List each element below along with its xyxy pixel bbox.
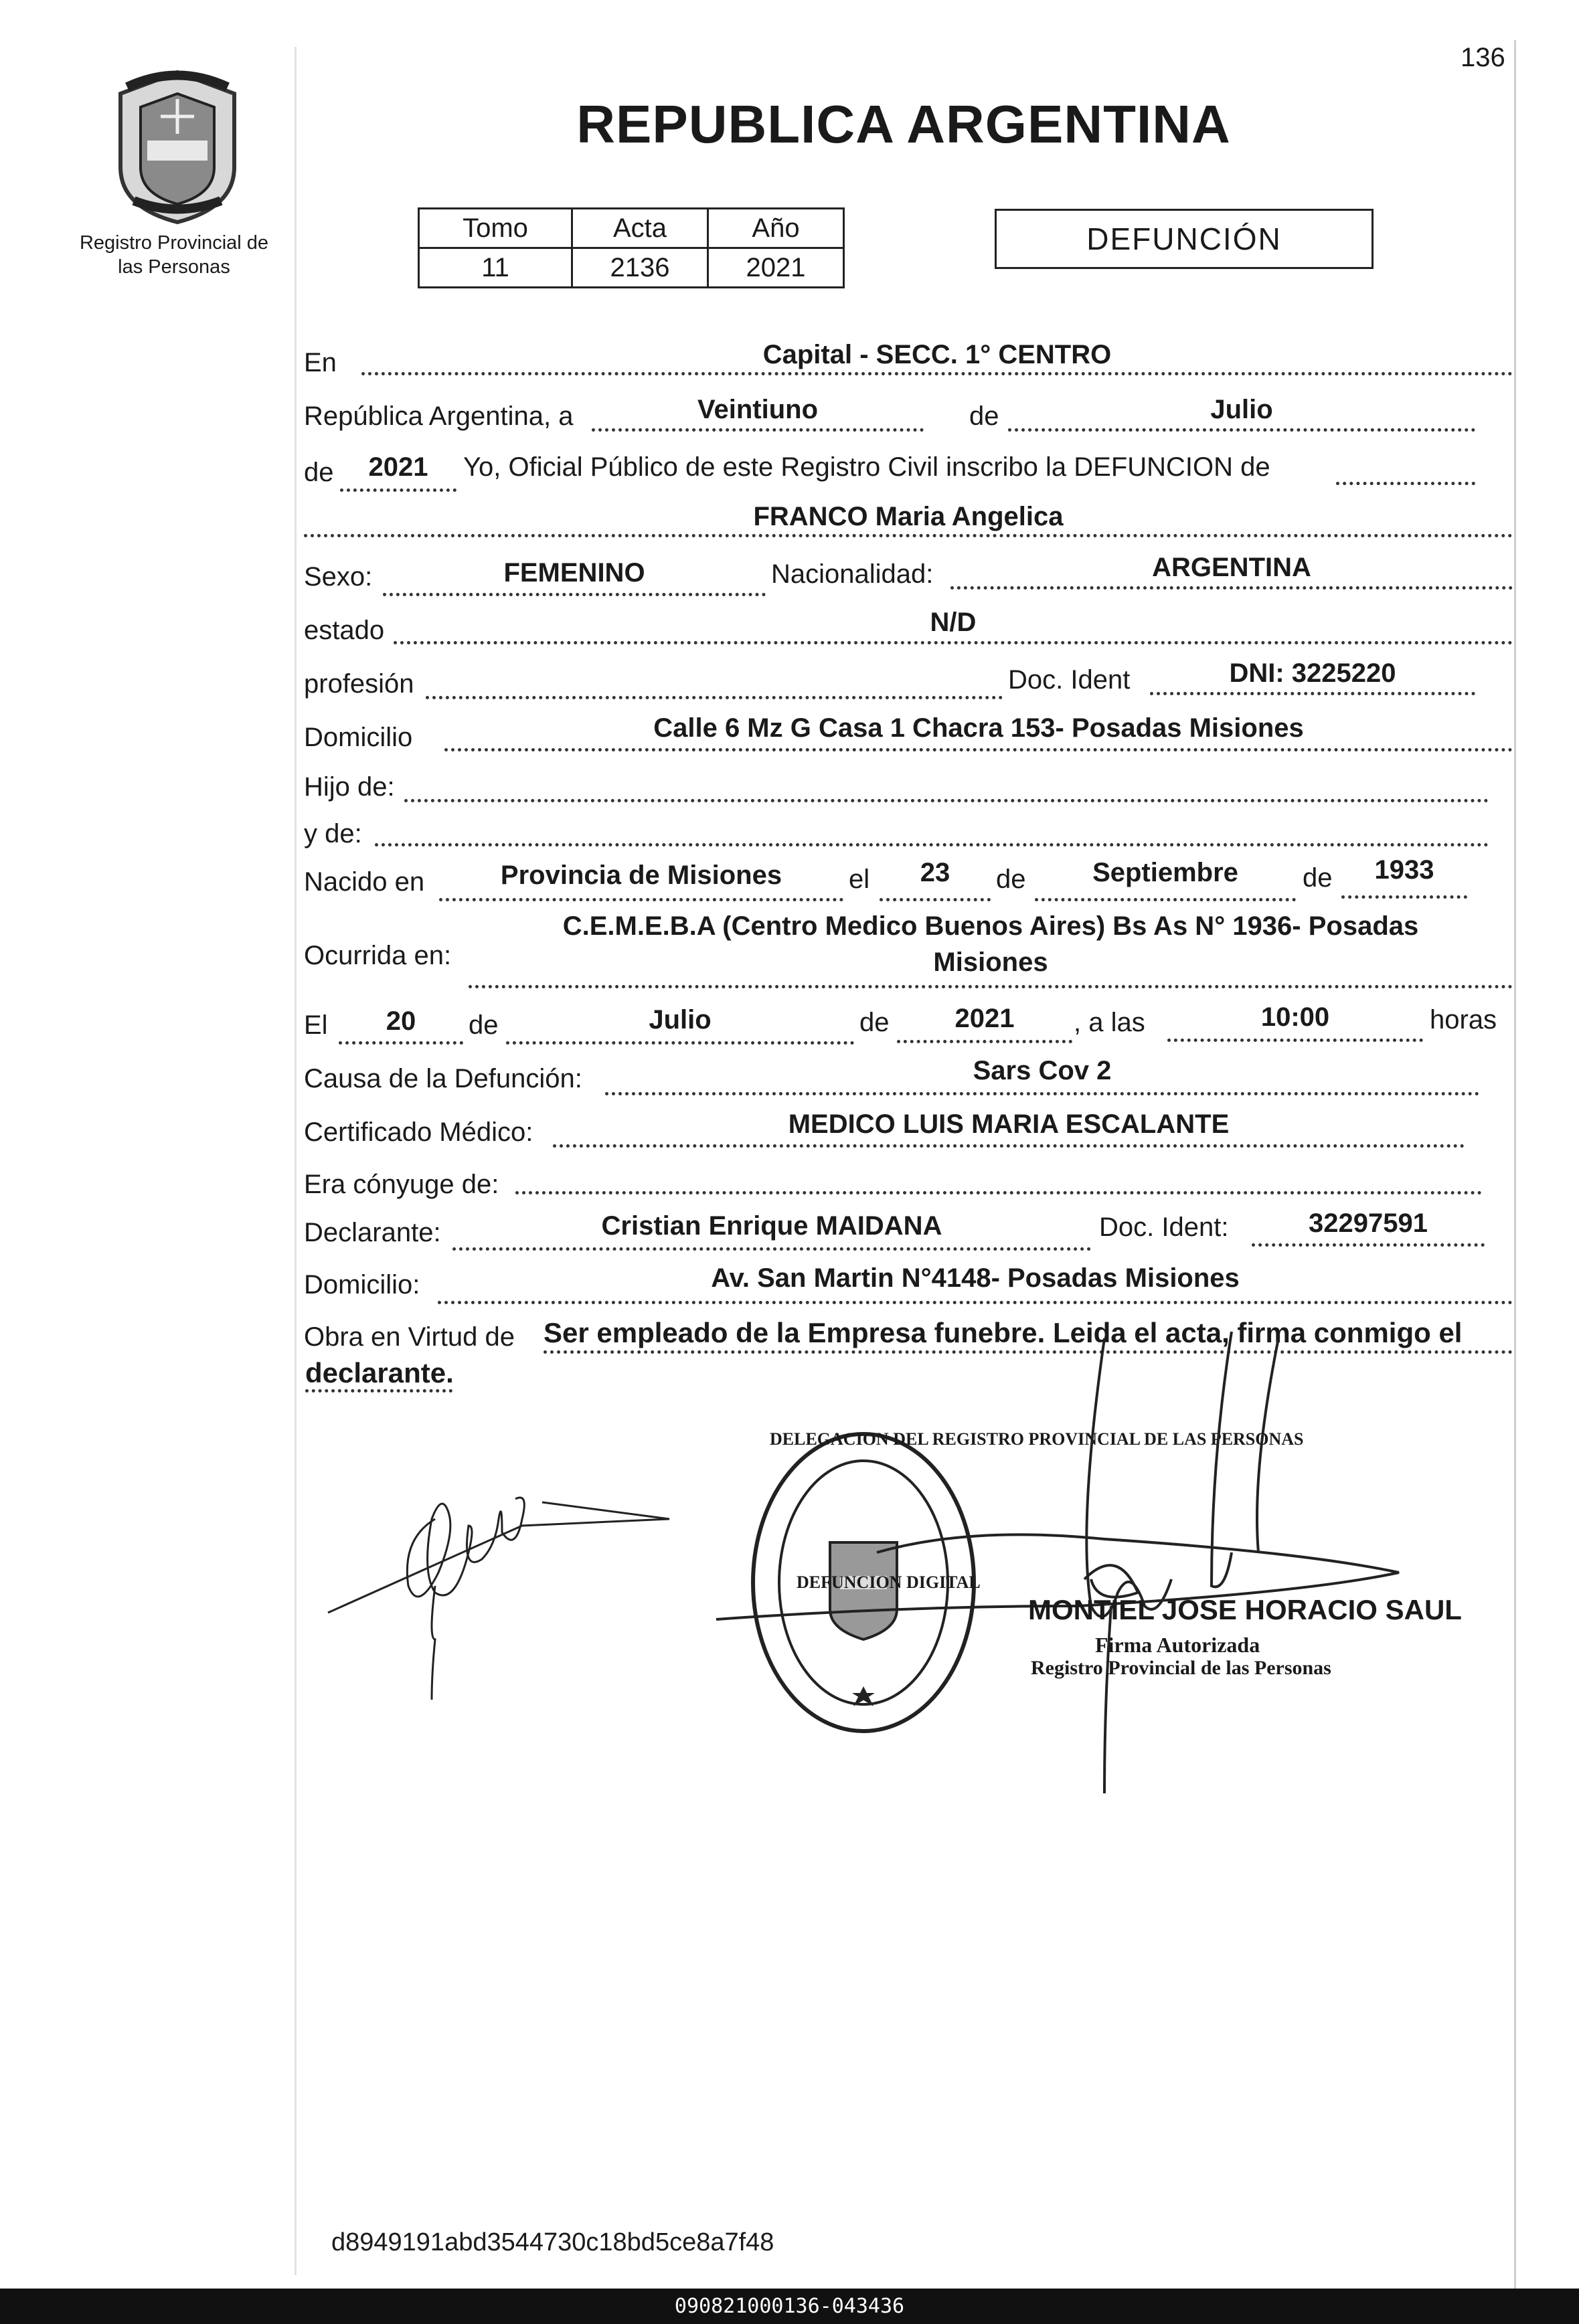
label-estado: estado [304,616,385,645]
province-logo [107,67,248,228]
label-causa: Causa de la Defunción: [304,1064,582,1093]
dots-declarante-doc [1252,1243,1485,1247]
registry-label-line2: las Personas [118,256,230,278]
dots-certificado [553,1144,1465,1148]
dots-nac-mes [1035,898,1296,901]
label-horas: horas [1430,1005,1497,1035]
dots-lugar [361,372,1513,375]
dots-y-de [375,843,1489,846]
footer-code-bar: 090821000136-043436 [0,2289,1579,2324]
dots-ocurrida [469,985,1513,988]
label-hijo-de: Hijo de: [304,772,395,802]
dots-estado [394,641,1513,644]
value-domicilio: Calle 6 Mz G Casa 1 Chacra 153- Posadas Misiones [653,713,1304,743]
stamp-ring-text: DELEGACION DEL REGISTRO PROVINCIAL DE LAS PERSONAS [770,1429,1304,1449]
label-sexo: Sexo: [304,562,373,592]
label-de-def2: de [859,1008,890,1037]
registry-label-line1: Registro Provincial de [79,232,269,254]
label-obra-en: Obra en Virtud de [304,1322,515,1352]
value-def-dia: 20 [386,1006,416,1036]
dots-nac-dia [880,898,991,901]
dots-def-hora [1167,1039,1423,1042]
stamp-inner-text: DEFUNCION DIGITAL [797,1573,981,1592]
header-anio: Año [708,209,844,248]
value-nac-mes: Septiembre [1092,858,1238,887]
value-certificado: MEDICO LUIS MARIA ESCALANTE [788,1109,1230,1139]
dots-conyuge [515,1191,1482,1194]
document-title: REPUBLICA ARGENTINA [576,94,1231,154]
header-acta: Acta [572,209,708,248]
dots-nac-anio [1341,895,1467,899]
dots-nacionalidad [950,586,1513,590]
dots-def-mes [506,1041,854,1045]
dots-defuncion-de [1336,482,1475,485]
label-de-anio: de [304,458,334,487]
dots-hijo-de [404,799,1489,802]
label-de-nac1: de [996,865,1026,894]
value-causa: Sars Cov 2 [973,1056,1112,1085]
record-table [418,207,845,288]
value-nombre: FRANCO Maria Angelica [753,502,1064,531]
official-title: Firma Autorizada [1095,1633,1260,1657]
value-declarante: Cristian Enrique MAIDANA [601,1211,942,1241]
value-doc-ident: DNI: 3225220 [1229,658,1396,688]
label-doc-ident2: Doc. Ident: [1099,1213,1229,1242]
value-obra-line1: Ser empleado de la Empresa funebre. Leida el acta, firma conmigo el [544,1317,1463,1348]
label-declarante: Declarante: [304,1218,441,1247]
value-tomo: 11 [419,248,572,288]
right-margin-line [1514,40,1516,2289]
dots-anio [340,488,456,492]
header-tomo: Tomo [419,209,572,248]
value-ocurrida-line2: Misiones [933,948,1048,977]
value-nac-dia: 23 [920,858,950,887]
dots-sexo [383,593,766,596]
declarant-signature [321,1439,683,1706]
value-sexo: FEMENINO [503,558,645,588]
label-a-las: , a las [1074,1008,1145,1037]
label-doc-ident: Doc. Ident [1008,665,1131,695]
label-el-def: El [304,1010,328,1040]
dots-dia [592,428,924,432]
value-lugar: Capital - SECC. 1° CENTRO [762,340,1112,369]
label-conyuge: Era cónyuge de: [304,1170,499,1199]
label-certificado: Certificado Médico: [304,1118,533,1147]
label-nacido-en: Nacido en [304,867,425,897]
dots-obra-line2 [305,1389,452,1393]
label-de-nac2: de [1303,863,1333,893]
dots-domicilio [444,748,1513,751]
label-el-nac: el [849,865,870,894]
dots-doc-ident [1150,692,1475,695]
dots-nombre [304,534,1513,537]
value-def-hora: 10:00 [1260,1002,1330,1032]
label-de-def1: de [469,1010,499,1040]
record-table-header-row [419,209,844,248]
value-def-mes: Julio [649,1005,712,1035]
value-anio: 2021 [368,452,428,482]
document-hash: d8949191abd3544730c18bd5ce8a7f48 [331,2228,774,2256]
value-anio: 2021 [708,248,844,288]
label-yo-oficial: Yo, Oficial Público de este Registro Civil inscribo la DEFUNCION de [463,452,1270,482]
left-margin-line [295,47,297,2275]
dots-mes [1008,428,1475,432]
value-nac-anio: 1933 [1374,855,1434,885]
label-profesion: profesión [304,669,414,699]
official-org: Registro Provincial de las Personas [1031,1657,1331,1679]
page-number: 136 [1461,43,1505,72]
value-nacido-en: Provincia de Misiones [500,861,782,890]
value-declarante-doc: 32297591 [1309,1209,1428,1238]
dots-profesion [426,696,1003,699]
value-estado: N/D [930,608,977,637]
dots-nacido-en [439,898,843,901]
label-domicilio2: Domicilio: [304,1270,420,1300]
official-name: MONTIEL JOSE HORACIO SAUL [1028,1594,1462,1625]
record-table-value-row [419,248,844,288]
record-type-box: DEFUNCIÓN [995,209,1374,269]
label-de-mes: de [969,401,999,431]
dots-def-dia [339,1041,463,1045]
value-ocurrida-line1: C.E.M.E.B.A (Centro Medico Buenos Aires) Bs As N° 1936- Posadas [562,911,1419,941]
value-nacionalidad: ARGENTINA [1152,553,1311,582]
official-signature [703,1325,1412,1807]
label-en: En [304,348,337,377]
value-acta: 2136 [572,248,708,288]
value-dia: Veintiuno [697,395,818,424]
dots-domicilio2 [438,1301,1513,1304]
value-mes: Julio [1210,395,1273,424]
value-obra-line2: declarante. [305,1357,454,1389]
label-republica: República Argentina, a [304,401,574,431]
label-y-de: y de: [304,819,362,848]
dots-declarante [452,1247,1091,1251]
label-domicilio: Domicilio [304,723,413,752]
value-domicilio2: Av. San Martin N°4148- Posadas Misiones [711,1263,1240,1293]
label-ocurrida-en: Ocurrida en: [304,941,452,970]
registry-label [67,231,281,279]
dots-def-anio [897,1040,1072,1043]
dots-causa [605,1092,1479,1095]
value-def-anio: 2021 [954,1004,1015,1033]
label-nacionalidad: Nacionalidad: [771,559,934,589]
